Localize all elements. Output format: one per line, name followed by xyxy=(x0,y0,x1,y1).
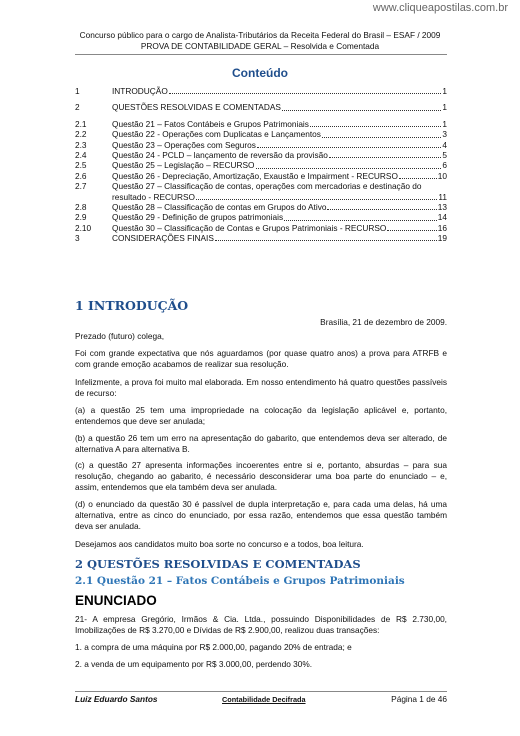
toc-entry-title: INTRODUÇÃO xyxy=(112,85,168,96)
toc-entry-page: 4 xyxy=(442,139,447,150)
intro-date: Brasília, 21 de dezembro de 2009. xyxy=(320,317,447,327)
toc-entry-title: QUESTÕES RESOLVIDAS E COMENTADAS xyxy=(112,102,281,113)
header-divider xyxy=(75,54,447,55)
toc-leader-dots xyxy=(282,110,441,111)
footer-page-number: Página 1 de 46 xyxy=(391,694,447,704)
question-item-1: 1. a compra de uma máquina por R$ 2.000,00, pagando 20% de entrada; e xyxy=(75,642,352,652)
toc-entry-number: 2.5 xyxy=(75,160,87,171)
toc-title: Conteúdo xyxy=(232,66,288,80)
toc-entry-number: 1 xyxy=(75,85,80,96)
toc-entry-title: Questão 23 – Operações com Seguros xyxy=(112,139,256,150)
toc-entry-number: 2.3 xyxy=(75,139,87,150)
toc-entry[interactable] xyxy=(75,233,447,243)
question-item-2: 2. a venda de um equipamento por R$ 3.000,00, perdendo 30%. xyxy=(75,659,313,669)
toc-entry-title: Questão 26 - Depreciação, Amortização, Exaustão e Impairment - RECURSO xyxy=(112,170,398,181)
toc-entry[interactable] xyxy=(75,150,447,160)
intro-item-d: (d) o enunciado da questão 30 é passível de dupla interpretação e, para cada uma delas, há uma alternativa, entre as cinco do enunciado, por essa razão, entendemos que essa questão também deva ser anulada. xyxy=(75,499,447,531)
toc-entry-page: 3 xyxy=(442,129,447,140)
toc-entry-page: 11 xyxy=(438,191,447,202)
toc-entry-title: Questão 28 – Classificação de contas em Grupos do Ativo xyxy=(112,201,327,212)
toc-leader-dots xyxy=(257,147,441,148)
intro-item-b: (b) a questão 26 tem um erro na apresentação do gabarito, que entendemos deva ser alterado, de alternativa A para alternativa B. xyxy=(75,433,447,454)
toc-entry-number: 3 xyxy=(75,233,80,244)
intro-paragraph-2: Infelizmente, a prova foi muito mal elaborada. Em nosso entendimento há quatro questões passíveis de recurso: xyxy=(75,377,447,398)
toc-entry-page: 16 xyxy=(437,222,447,233)
toc-entry-page: 14 xyxy=(437,212,447,223)
header-line-2: PROVA DE CONTABILIDADE GERAL – Resolvida e Comentada xyxy=(140,40,380,51)
toc-entry[interactable] xyxy=(75,86,447,96)
document-header xyxy=(0,30,520,51)
toc-entry[interactable] xyxy=(75,129,447,139)
toc-entry[interactable] xyxy=(75,202,447,212)
toc-leader-dots xyxy=(399,178,437,179)
toc-entry-page: 10 xyxy=(437,170,447,181)
toc-leader-dots xyxy=(387,230,436,231)
toc-entry[interactable] xyxy=(75,223,447,233)
toc-entry[interactable] xyxy=(75,171,447,181)
toc-entry-page: 6 xyxy=(442,160,447,171)
footer-title: Contabilidade Decifrada xyxy=(222,695,306,704)
toc-entry-title: Questão 21 – Fatos Contábeis e Grupos Patrimoniais xyxy=(112,118,309,129)
toc-entry-number: 2.7 xyxy=(75,181,87,192)
toc-entry-page: 1 xyxy=(442,118,447,129)
toc-entry[interactable] xyxy=(75,181,447,191)
toc-entry-number: 2 xyxy=(75,102,80,113)
toc-leader-dots xyxy=(215,240,437,241)
toc-entry-title: CONSIDERAÇÕES FINAIS xyxy=(112,233,214,244)
toc-entry-title: Questão 27 – Classificação de contas, operações com mercadorias e destinação do xyxy=(112,181,422,192)
intro-heading: 1 INTRODUÇÃO xyxy=(75,298,189,313)
toc-entry-title: Questão 25 – Legislação – RECURSO xyxy=(112,160,255,171)
toc-entry-page: 19 xyxy=(437,233,447,244)
toc-entry-page: 1 xyxy=(442,85,447,96)
toc-entry-continuation[interactable] xyxy=(75,192,447,202)
header-line-1: Concurso público para o cargo de Analista-Tributários da Receita Federal do Brasil – ESAF / 2009 xyxy=(79,30,441,40)
table-of-contents xyxy=(75,80,447,243)
intro-paragraph-1: Foi com grande expectativa que nós aguardamos (por quase quatro anos) a prova para ATRFB e com grande emoção acabamos de realizar sua resolução. xyxy=(75,348,447,369)
section-2-heading: 2 QUESTÕES RESOLVIDAS E COMENTADAS xyxy=(75,557,361,571)
toc-leader-dots xyxy=(327,209,436,210)
toc-entry-page: 1 xyxy=(442,102,447,113)
toc-leader-dots xyxy=(310,126,441,127)
question-text: 21- A empresa Gregório, Irmãos & Cia. Ltda., possuindo Disponibilidades de R$ 2.730,00, Imobilizações de R$ 3.270,00 e Dívidas de R$ 2.900,00, realizou duas transações: xyxy=(75,614,447,635)
toc-entry-title: Questão 30 – Classificação de Contas e Grupos Patrimoniais - RECURSO xyxy=(112,222,387,233)
toc-entry-number: 2.4 xyxy=(75,149,87,160)
intro-item-c: (c) a questão 27 apresenta informações incoerentes entre si e, portanto, absurdas – para sua resolução, chegando ao gabarito, é necessário desconsiderar uma boa parte do enunciado – e, assim, entendemos que ela também deva ser anulada. xyxy=(75,460,447,492)
footer-divider xyxy=(75,691,447,692)
footer-author: Luiz Eduardo Santos xyxy=(75,694,158,704)
toc-entry-title: Questão 24 - PCLD – lançamento de reversão da provisão xyxy=(112,149,328,160)
toc-entry-title: Questão 29 - Definição de grupos patrimoniais xyxy=(112,212,284,223)
toc-leader-dots xyxy=(196,199,437,200)
toc-entry-title-continued: resultado - RECURSO xyxy=(112,191,195,202)
toc-entry[interactable] xyxy=(75,102,447,112)
toc-entry-number: 2.9 xyxy=(75,212,87,223)
toc-entry[interactable] xyxy=(75,212,447,222)
toc-entry[interactable] xyxy=(75,119,447,129)
section-2-1-heading: 2.1 Questão 21 – Fatos Contábeis e Grupos Patrimoniais xyxy=(75,575,405,587)
enunciado-label: ENUNCIADO xyxy=(75,593,157,608)
toc-entry-number: 2.10 xyxy=(75,222,92,233)
site-url[interactable]: www.cliqueapostilas.com.br xyxy=(372,2,508,14)
toc-entry-number: 2.8 xyxy=(75,201,87,212)
toc-entry[interactable] xyxy=(75,160,447,170)
toc-leader-dots xyxy=(169,93,442,94)
toc-entry-number: 2.6 xyxy=(75,170,87,181)
intro-closing: Desejamos aos candidatos muito boa sorte no concurso e a todos, boa leitura. xyxy=(75,539,364,549)
intro-item-a: (a) a questão 25 tem uma impropriedade na colocação da legislação aplicável e, portanto, entendemos que deve ser anulada; xyxy=(75,405,447,426)
toc-entry-number: 2.2 xyxy=(75,129,87,140)
toc-entry-page: 5 xyxy=(442,149,447,160)
toc-leader-dots xyxy=(256,168,442,169)
toc-leader-dots xyxy=(329,157,442,158)
intro-greeting: Prezado (futuro) colega, xyxy=(75,331,165,341)
toc-leader-dots xyxy=(284,220,437,221)
toc-leader-dots xyxy=(322,137,441,138)
toc-entry-title: Questão 22 - Operações com Duplicatas e Lançamentos xyxy=(112,129,321,140)
toc-entry-number: 2.1 xyxy=(75,118,87,129)
toc-entry[interactable] xyxy=(75,140,447,150)
toc-entry-page: 13 xyxy=(437,201,447,212)
